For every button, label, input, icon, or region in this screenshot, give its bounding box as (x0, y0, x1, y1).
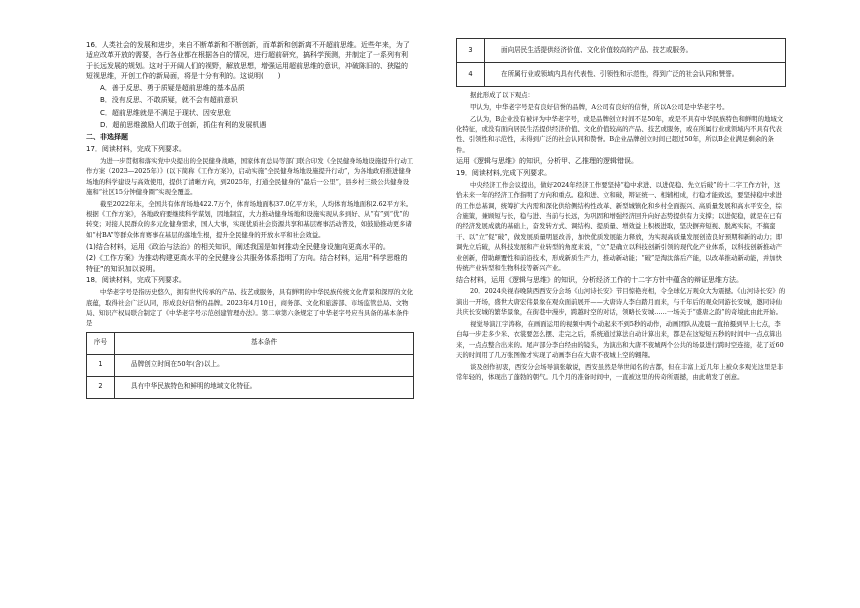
table-cell-text: 在所属行业或领域内具有代表性、引领性和示范性，得到广泛的社会认同和赞誉。 (485, 63, 786, 87)
table-header-row (87, 332, 414, 354)
q17-requirement-1: (1)结合材料，运用《政治与法治》的相关知识，阐述我国是如何推动全民健身设施向更高水平的。 (86, 242, 390, 251)
q17-intro: 17．阅读材料，完成下列要求。 (86, 145, 186, 154)
q18-requirement: 运用《逻辑与思维》的知识，分析甲、乙推理的逻辑错误。 (456, 157, 638, 166)
q20-material-2: 视觉导演江宇涛称，在画面运用的视频中两个动起来不到5秒的动作，动画团队从凌晨一直拍摄到早上七点，李白每一步走多少米、衣裳要怎么摆、走完之后，系统通过算法自动计算出来，都是在这短短五秒的时间中一点点算出来，一点点整合出来的。尾声部分李白经由的镜头，为演出和大唐不夜城两个公共的场景进行跨时空连接，花了近60天的时间用了几万张图像才实现了动画李白在大唐不夜城上空的翱翔。 (456, 319, 784, 360)
table-cell-no: 2 (87, 376, 115, 398)
table-row (87, 354, 414, 376)
q16-option-c: C．超前思维就是不满足于现状、因安思危 (100, 108, 231, 117)
section-title: 二、非选择题 (86, 133, 128, 142)
table-cell-text: 品牌创立时间在50年(含)以上。 (115, 354, 414, 376)
table-cell-no: 4 (457, 63, 485, 87)
table-header-condition: 基本条件 (115, 332, 414, 354)
q19-material: 中央经济工作会议提出，做好2024年经济工作要坚持“稳中求进、以进促稳、先立后破”的十二字工作方针，这恰未来一年的经济工作指明了方向和重点。稳和进、立和破，辩证统一、相辅相成，行稳才能致远，要坚持稳中求进的工作总基调，统筹扩大内需和深化供给侧结构性改革、新型城镇化和乡村全面振兴、高质量发展和高水平安全，综合施策，兼顾短与长，稳与进、当前与长远，为巩固和增强经济回升向好态势提供有力支撑；以进促稳，就是在已有的经济发展成就的基础上，奋发转方式、调结构、提质量、增效益上积极进取，坚决摒弃短视、脱离实际，不搞蛮干、以“立”促“破”，做发展质量明显改善，加快优质发展能力释放，为实现高质量发展创造良好预期和新的动力；即调先立后破，从科技发展和产业转型的角度来说，“立”是确立以科技创新引领的现代化产业体系，以科技创新推动产业创新，借助颠覆性和前沿技术，形成新质生产力，推动新动能；“破”是淘汰落后产能，以改革推动新动能，并加快传统产业转型和生物科技等新兴产业。 (456, 180, 783, 272)
q19-intro: 19．阅读材料,完成下列要求。 (456, 169, 552, 178)
table-cell-text: 面向居民生活提供经济价值、文化价值较高的产品、技艺或服务。 (485, 39, 786, 63)
q20-intro: 20．2024央视春晚陕西西安分会场《山河诗长安》节目惊艳亮相，令全球亿万观众大为震撼。《山河诗长安》的演出一开场，盛世大唐宏伟景象在观众面前展开——大唐诗人李白踏月而来，与千年后的观众同游长安城，邀同诗仙共庆长安城的繁华景象，在街巷中漫步，跨越时空的对话，领略长安城……一场关于“盛唐之韵”的奇境此由此开始。 (456, 287, 786, 317)
q16-option-d: D．超前思维激励人们敢于创新，抓住有利的发展机遇 (100, 120, 267, 129)
conditions-table (86, 332, 414, 399)
table-row (87, 376, 414, 398)
q16-stem: 16．人类社会的发展和进步，来自不断革新和不断创新，而革新和创新离不开超前思维。近些年来，为了适应改革开放的需要，各行各业都在根据各自的情况，进行超前研究，搞科学预测，并制定了一系列有利于长远发展的规划。这对于开阔人们的视野，解放思想，增强运用超前思维的意识，冲破陈旧的、狭隘的短视思维，开创工作的新局面，将是十分有利的。这说明( ) (86, 41, 410, 81)
table-header-no: 序号 (87, 332, 115, 354)
q20-material-3: 谈及创作初衷，西安分会场导演张敏说，西安虽然是举世闻名的古都，但在丰富上近几年上被众多观光这里是非常年轻的，体现出了蓬勃的朝气。几个月的准备时间中，一直被这里的传奇所震撼，由此萌发了创意。 (456, 362, 784, 382)
q18-lead: 据此形成了以下观点： (470, 91, 534, 99)
q17-material-2: 截至2022年末，全国共有体育场地422.7万个，体育场地面积37.0亿平方米，人均体育场地面积2.62平方米。根据《工作方案》，各地政府要继续科学谋划，因地制宜，大力推动健身场地和设施实现从多到好、从“有”到“优”的转变；对接人民群众的多元化健身需求，国人大事，实现优质社会资源共享和基层赛事活动普及，如鼓励推动更多诸如“村BA”等群众体育赛事在基层的落地生根，提升全民健身的开放水平和社会效益。 (86, 199, 413, 239)
table-row (457, 39, 786, 63)
q18-view-jia: 甲认为，中华老字号是有良好信誉的品牌，A公司有良好的信誉，所以A公司是中华老字号。 (470, 102, 729, 111)
q18-intro: 18．阅读材料，完成下列要求。 (86, 276, 186, 285)
table-cell-no: 3 (457, 39, 485, 63)
q17-requirement-2: (2)《工作方案》为推动构建更高水平的全民健身公共服务体系指明了方向。结合材料，运用“科学思维的特征”的知识加以说明。 (86, 254, 408, 273)
q16-option-b: B．没有反思、不敢质疑，就不会有超前意识 (100, 96, 238, 105)
conditions-table-continued (456, 38, 786, 87)
table-cell-no: 1 (87, 354, 115, 376)
q16-option-a: A．善于反思、勇于质疑是超前思维的基本品质 (100, 83, 245, 92)
q19-requirement: 结合材料，运用《逻辑与思维》的知识，分析经济工作的十二字方针中蕴含的辩证思维方法。 (456, 275, 743, 284)
q18-view-yi: 乙认为，B企业没有被评为中华老字号，或是品牌创立时间不足50年，或是不具有中华民族特色和鲜明的地域文化特征，或没有面向居民生活提供经济价值、文化价值较高的产品、技艺或服务，或在所属行业或领域内不具有代表性、引领性和示范性，未得到广泛的社会认同和赞誉。B企业品牌创立时间已超过50年，所以B企业满足剩余的条件。 (456, 114, 784, 154)
left-column (86, 40, 414, 399)
q17-material-1: 为进一步贯彻和落实党中央提出的全民健身战略，国家体育总局等部门联合印发《全民健身场地设施提升行动工作方案（2023—2025年）》(以下简称《工作方案》)，启动实施“全民健身场地设施提升行动”，为各地政府推进健身场地的科学建设与高效使用，提供了清晰方向，到2025年，打通全民健身的“最后一公里”，县乡村三级公共健身设施和“社区15分钟健身圈”实现全覆盖。 (86, 156, 414, 196)
right-column (456, 38, 786, 384)
table-row (457, 63, 786, 87)
table-cell-text: 具有中华民族特色和鲜明的地域文化特征。 (115, 376, 414, 398)
q18-material: 中华老字号是指历史悠久，拥有世代传承的产品、技艺或服务，具有鲜明的中华民族传统文化背景和深厚的文化底蕴，取得社会广泛认同，形成良好信誉的品牌。2023年4月10日，商务部、文化和旅游部、市场监管总局、文物局、知识产权局联合制定了《中华老字号示范创建管理办法》。第二章第六条规定了中华老字号应当具备的基本条件是 (86, 288, 414, 328)
